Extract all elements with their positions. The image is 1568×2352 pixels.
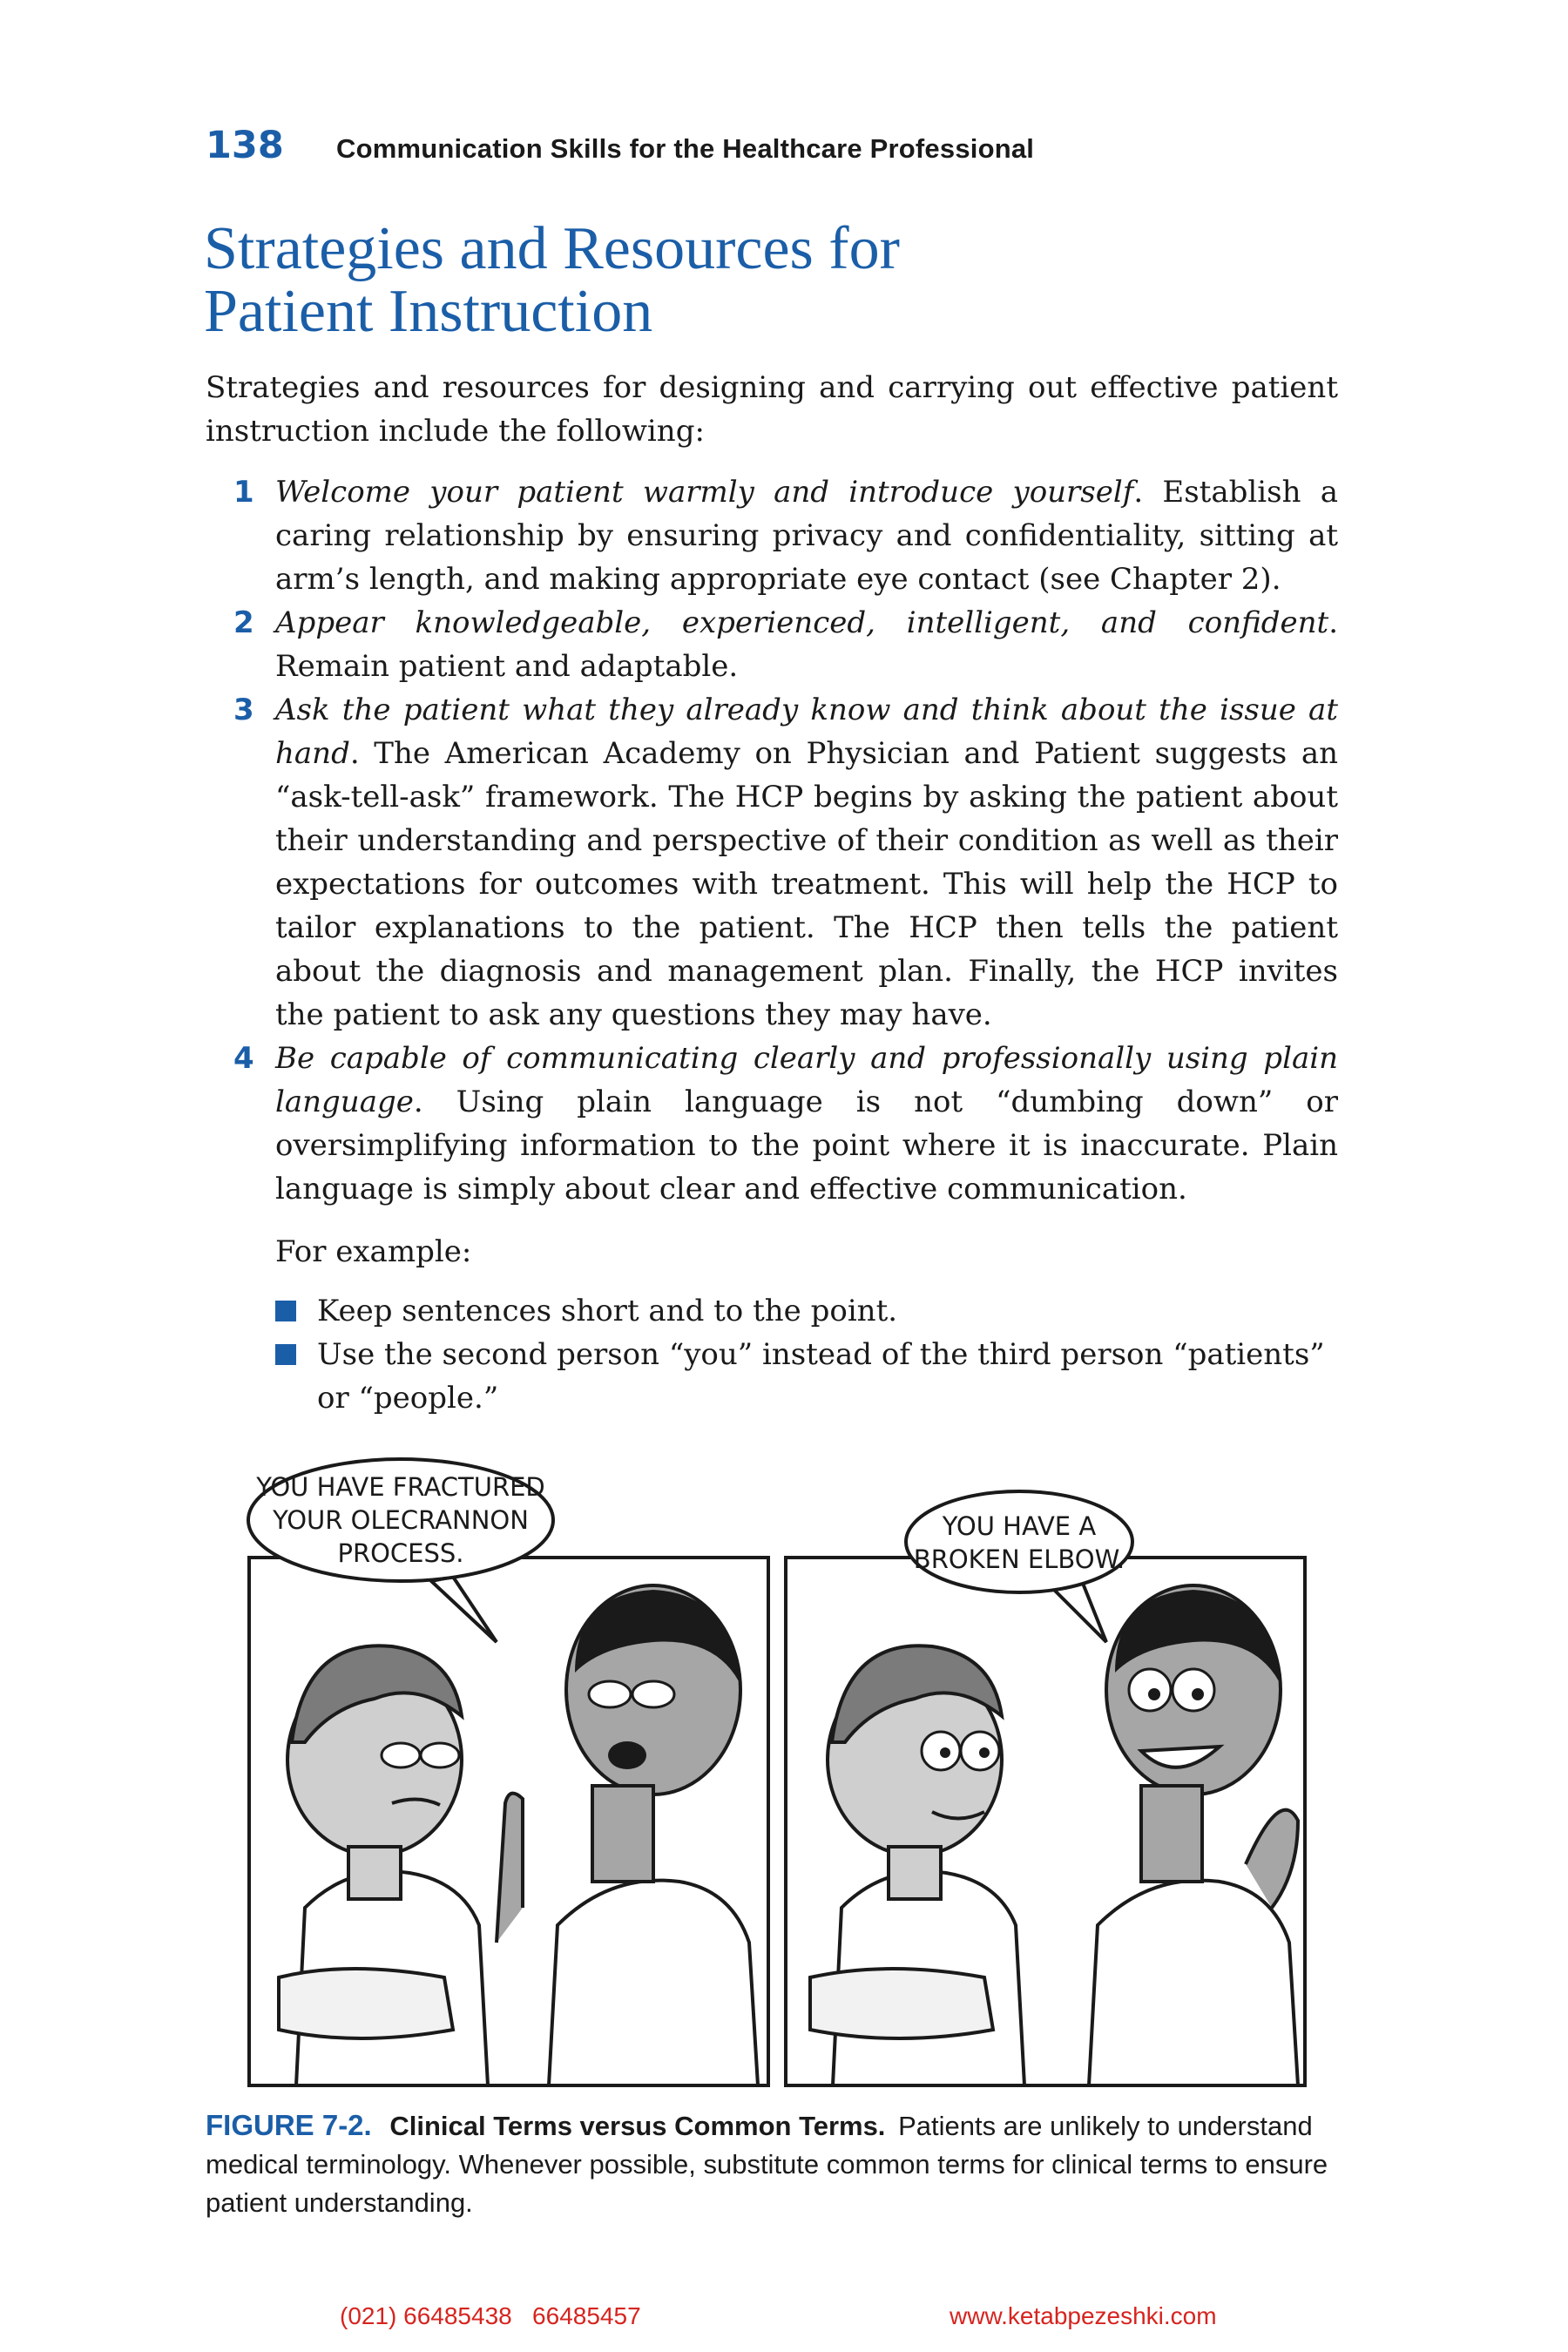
section-title-line-2: Patient Instruction: [204, 278, 653, 345]
bullet-text: Keep sentences short and to the point.: [317, 1294, 898, 1328]
running-head: [206, 124, 1034, 167]
list-number: 3: [233, 693, 254, 727]
left-bubble-line-3: PROCESS.: [337, 1538, 464, 1568]
figure-label: FIGURE 7-2.: [206, 2109, 372, 2141]
page-number: 138: [206, 124, 284, 167]
list-item-lead: Be capable of communicating clearly and professionally using plain language: [275, 1041, 1338, 1119]
right-bubble-line-2: BROKEN ELBOW.: [913, 1544, 1125, 1574]
list-item: [206, 601, 1338, 688]
right-bubble-line-1: YOU HAVE A: [942, 1511, 1097, 1541]
list-item-text: . Using plain language is not “dumbing down” or oversimplifying information to the point where it is inaccurate. Plain language is simply about clear and effective communication.: [275, 1085, 1338, 1206]
figure-caption-text: Patients are unlikely to understand medical terminology. Whenever possible, substitute common terms for clinical terms to ensure patient understanding.: [206, 2111, 1328, 2218]
footer-url[interactable]: www.ketabpezeshki.com: [950, 2302, 1217, 2329]
left-bubble-line-1: YOU HAVE FRACTURED: [256, 1472, 545, 1502]
list-item-lead: Appear knowledgeable, experienced, intelligent, and confident: [275, 605, 1329, 640]
list-item-text: . The American Academy on Physician and Patient suggests an “ask-tell-ask” framework. The HCP begins by asking the patient about their understanding and perspective of their condition as well as their expectations for outcomes with treatment. This will help the HCP to tailor explanations to the patient. The HCP then tells the patient about the diagnosis and management plan. Finally, the HCP invites the patient to ask any questions they may have.: [275, 736, 1338, 1032]
section-title-line-1: Strategies and Resources for: [204, 215, 900, 282]
list-number: 4: [233, 1041, 254, 1076]
for-example-label: For example:: [275, 1234, 472, 1269]
bullet-text: Use the second person “you” instead of the third person “patients” or “people.”: [317, 1337, 1325, 1416]
figure-caption-title: Clinical Terms versus Common Terms.: [389, 2111, 886, 2141]
square-bullet-icon: [275, 1301, 296, 1321]
list-item: [206, 470, 1338, 601]
list-item: [206, 1037, 1338, 1211]
list-item-text: . Establish a caring relationship by ensuring privacy and confidentiality, sitting at arm’s length, and making appropriate eye contact (see Chapter 2).: [275, 475, 1338, 597]
bullet-item: [275, 1289, 1338, 1333]
book-title: Communication Skills for the Healthcare Professional: [336, 133, 1035, 164]
section-title: [204, 215, 1336, 345]
bullet-item: [275, 1333, 1338, 1420]
list-item-lead: Ask the patient what they already know and think about the issue at hand: [275, 693, 1338, 771]
list-item-lead: Welcome your patient warmly and introduce yourself: [275, 475, 1134, 510]
figure-caption: [206, 2106, 1338, 2222]
strategy-list: [206, 470, 1338, 1420]
left-panel: [248, 1459, 768, 2085]
bullet-list: [206, 1289, 1338, 1420]
intro-paragraph: Strategies and resources for designing and carrying out effective patient instruction include the following:: [206, 370, 1338, 449]
list-number: 1: [233, 475, 254, 510]
footer-phone: (021) 66485438 66485457: [340, 2302, 641, 2329]
list-item-text: . Remain patient and adaptable.: [275, 605, 1338, 684]
square-bullet-icon: [275, 1344, 296, 1365]
cartoon-figure: [244, 1455, 1324, 2091]
left-bubble-line-2: YOUR OLECRANNON: [273, 1505, 529, 1535]
list-number: 2: [233, 605, 254, 640]
right-panel: [786, 1491, 1305, 2085]
list-item: [206, 688, 1338, 1037]
